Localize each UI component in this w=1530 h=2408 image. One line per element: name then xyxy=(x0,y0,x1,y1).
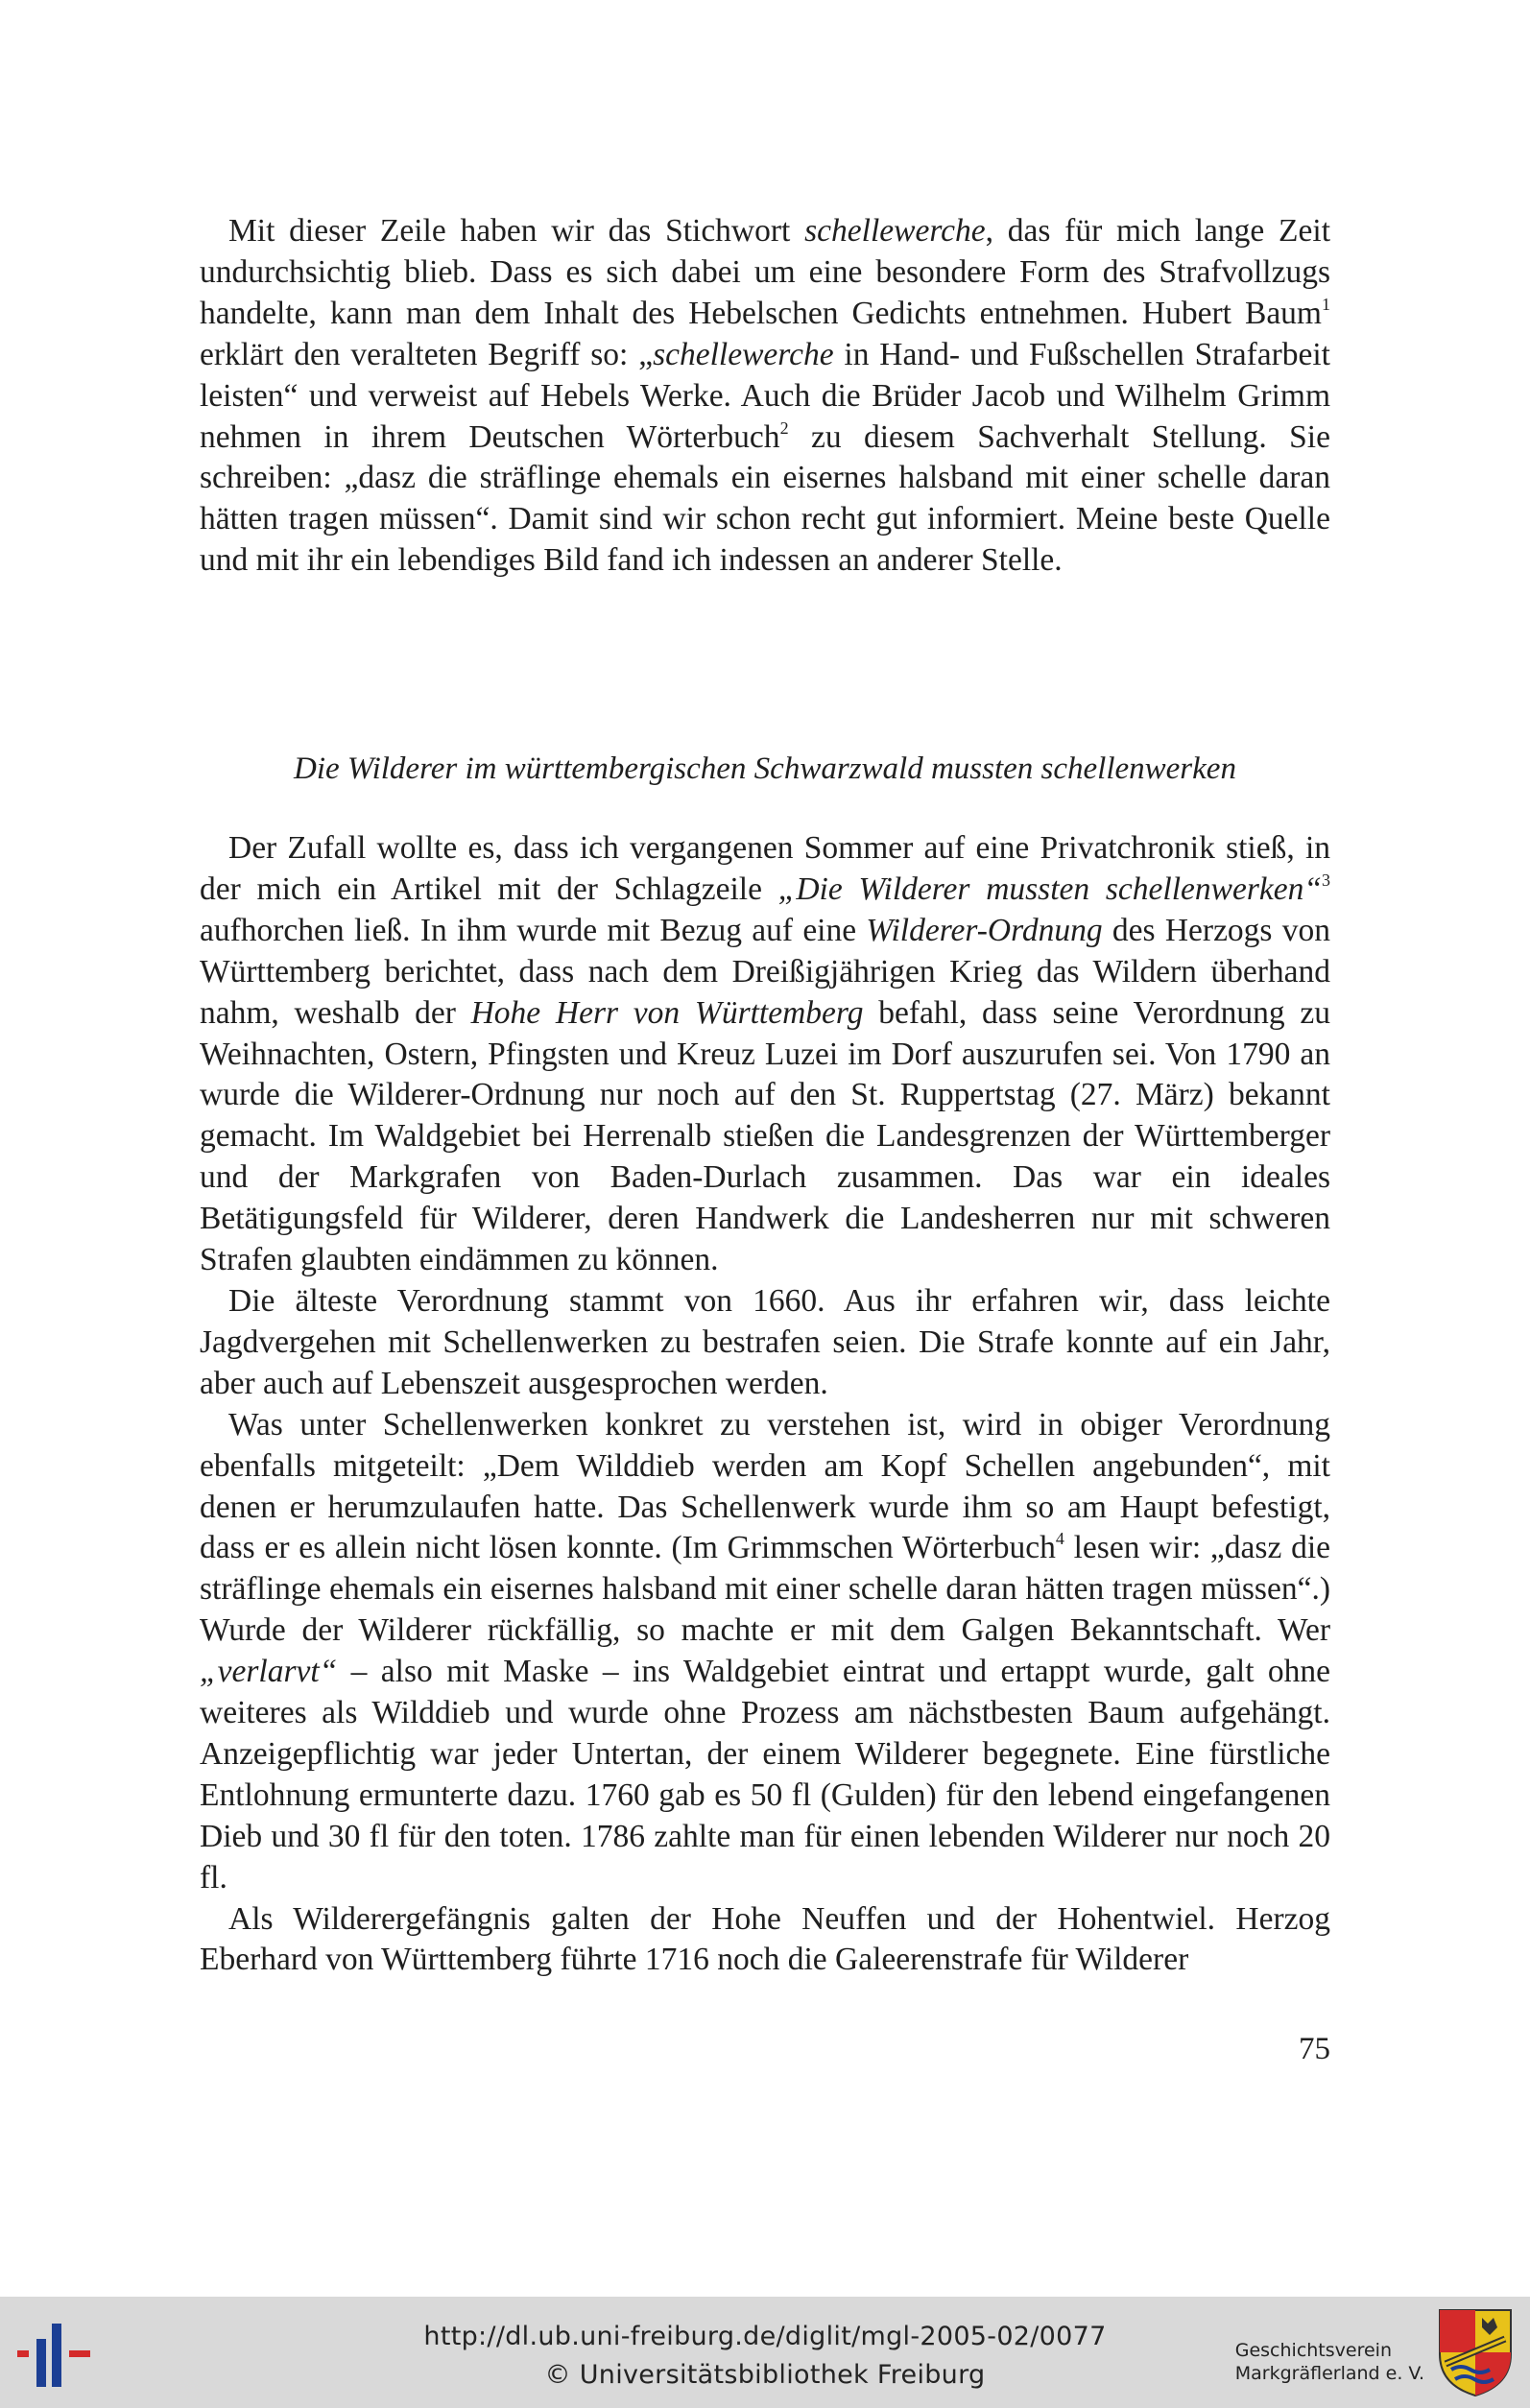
footnote-ref-3[interactable]: 3 xyxy=(1322,870,1331,890)
italic-term: schellewerche xyxy=(653,336,834,372)
italic-term: Wilderer-Ordnung xyxy=(866,912,1103,948)
footer-bar xyxy=(0,2297,1530,2408)
footnote-ref-4[interactable]: 4 xyxy=(1055,1529,1064,1549)
paragraph-2: Der Zufall wollte es, dass ich vergangenen Sommer auf eine Privatchronik stieß, in der mich ein Artikel mit der Schlagzeile „Die Wilderer mussten schellenwerken“$^3$ aufhorchen ließ. In ihm wurde mit Bezug auf eine Wilderer-Ordnung des Herzogs von Württemberg berichtet, dass nach dem Dreißigjährigen Krieg das Wildern überhand nahm, weshalb der Hohe Herr von Württemberg befahl, dass seine Verordnung zu Weihnachten, Ostern, Pfingsten und Kreuz Luzei im Dorf auszurufen sei. Von 1790 an wurde die Wilderer-Ordnung nur noch auf den St. Ruppertstag (27. März) bekannt gemacht. Im Waldgebiet bei Herrenalb stießen die Landesgrenzen der Württemberger und der Markgrafen von Baden-Durlach zusammen. Das war ein ideales Betätigungsfeld für Wilderer, deren Handwerk die Landesherren nur mit schweren Strafen glaubten eindämmen zu können. xyxy=(200,830,1331,1278)
italic-term: schellewerche xyxy=(804,213,986,249)
footnote-ref-2[interactable]: 2 xyxy=(779,417,789,438)
section-heading: Die Wilderer im württembergischen Schwarzwald mussten schellenwerken xyxy=(294,751,1236,786)
text-block-main xyxy=(200,828,1330,1981)
society-line-2: Markgräflerland e. V. xyxy=(1234,2363,1424,2384)
text-block-intro xyxy=(200,211,1330,582)
paragraph-5: Als Wilderergefängnis galten der Hohe Neuffen und der Hohentwiel. Herzog Eberhard von Württemberg führte 1716 noch die Galeerenstrafe für Wilderer xyxy=(200,1900,1330,1978)
italic-term: Hohe Herr von Württemberg xyxy=(470,994,864,1031)
italic-term: „verlarvt“ xyxy=(200,1654,338,1690)
footer-url-link[interactable]: http://dl.ub.uni-freiburg.de/diglit/mgl-2005-02/0077 xyxy=(423,2322,1107,2351)
paragraph-4: Was unter Schellenwerken konkret zu verstehen ist, wird in obiger Verordnung ebenfalls mitgeteilt: „Dem Wilddieb werden am Kopf Schellen angebunden“, mit denen er herumzulaufen hatte. Das Schellenwerk wurde ihm so am Haupt befestigt, dass er es allein nicht lösen konnte. (Im Grimmschen Wörterbuch$^4$ lesen wir: „dasz die sträflinge ehemals ein eisernes halsband mit einer schelle daran hätten tragen müssen“.) Wurde der Wilderer rückfällig, so machte er mit dem Galgen Bekanntschaft. Wer „verlarvt“ – also mit Maske – ins Waldgebiet eintrat und ertappt wurde, galt ohne weiteres als Wilddieb und wurde ohne Prozess am nächstbesten Baum aufgehängt. Anzeigepflichtig war jeder Untertan, der einem Wilderer begegnete. Eine fürstliche Entlohnung ermunterte dazu. 1760 gab es 50 fl (Gulden) für den lebend eingefangenen Dieb und 30 fl für den toten. 1786 zahlte man für einen lebenden Wilderer nur noch 20 fl. xyxy=(200,1406,1330,1895)
page-number: 75 xyxy=(1299,2032,1330,2066)
footnote-ref-1[interactable]: 1 xyxy=(1322,294,1330,314)
society-crest-icon[interactable] xyxy=(1436,2306,1515,2398)
footer-society-name xyxy=(1235,2339,1424,2385)
society-line-1: Geschichtsverein xyxy=(1234,2340,1392,2361)
italic-headline: „Die Wilderer mussten schellenwerken“ xyxy=(777,870,1323,907)
paragraph-1: Mit dieser Zeile haben wir das Stichwort schellewerche, das für mich lange Zeit undurchsichtig blieb. Dass es sich dabei um eine besondere Form des Strafvollzugs handelte, kann man dem Inhalt des Hebelschen Gedichts entnehmen. Hubert Baum$^1$ erklärt den veralteten Begriff so: „schellewerche in Hand- und Fußschellen Strafarbeit leisten“ und verweist auf Hebels Werke. Auch die Brüder Jacob und Wilhelm Grimm nehmen in ihrem Deutschen Wörterbuch$^2$ zu diesem Sachverhalt Stellung. Sie schreiben: „dasz die sträflinge ehemals ein eisernes halsband mit einer schelle daran hätten tragen müssen“. Damit sind wir schon recht gut informiert. Meine beste Quelle und mit ihr ein lebendiges Bild fand ich indessen an anderer Stelle. xyxy=(200,213,1330,579)
footer-copyright: © Universitätsbibliothek Freiburg xyxy=(544,2360,986,2390)
paragraph-3: Die älteste Verordnung stammt von 1660. Aus ihr erfahren wir, dass leichte Jagdvergehen mit Schellenwerken zu bestrafen seien. Die Strafe konnte auf ein Jahr, aber auch auf Lebenszeit ausgesprochen werden. xyxy=(200,1282,1330,1401)
